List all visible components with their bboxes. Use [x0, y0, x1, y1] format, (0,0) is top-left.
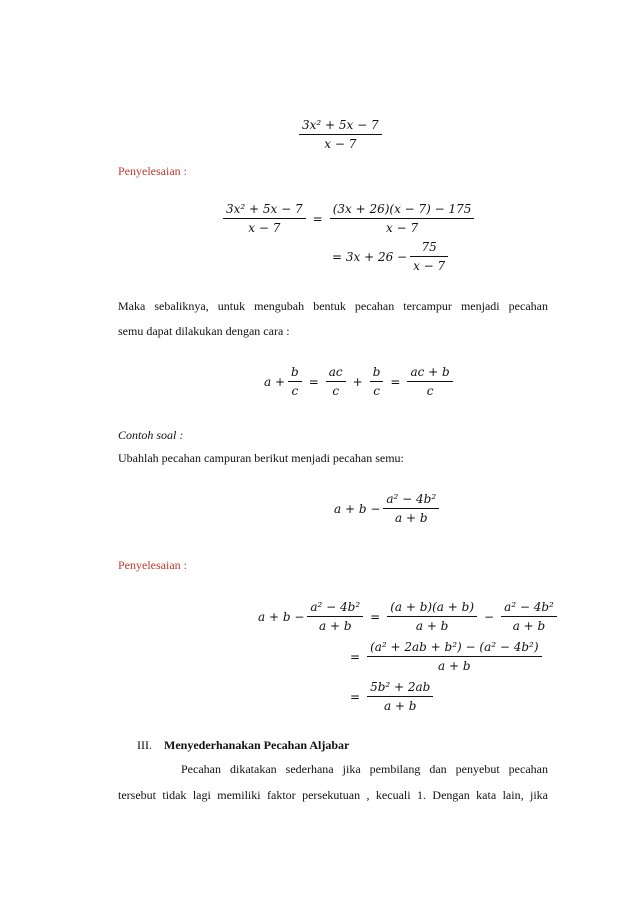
numerator: 3x² + 5x − 7	[302, 118, 379, 132]
fraction	[367, 680, 433, 713]
example-equation	[334, 492, 442, 525]
contoh-soal-label: Contoh soal :	[118, 428, 184, 442]
fraction	[330, 202, 475, 235]
numerator: a² − 4b²	[386, 492, 437, 506]
paragraph-1-line-2: semu dapat dilakukan dengan cara :	[118, 324, 290, 338]
numerator: b	[291, 365, 299, 379]
numerator: (a + b)(a + b)	[390, 600, 474, 614]
numerator: (a² + 2ab + b²) − (a² − 4b²)	[370, 640, 539, 654]
paragraph-2-line-1: Pecahan dikatakan sederhana jika pembilang dan penyebut pecahan	[181, 762, 548, 776]
numerator: (3x + 26)(x − 7) − 175	[332, 202, 472, 216]
fraction	[326, 365, 346, 398]
denominator: a + b	[307, 616, 363, 633]
equals-sign: =	[312, 211, 323, 226]
denominator: a + b	[367, 656, 541, 673]
equals-sign: =	[350, 689, 361, 704]
solution-1-line-2	[332, 240, 451, 273]
fraction	[370, 365, 384, 398]
penyelesaian-label-2: Penyelesaian :	[118, 558, 187, 572]
fraction	[407, 365, 452, 398]
solution-1-line-1	[220, 202, 477, 235]
denominator: c	[288, 381, 302, 398]
section-number: III.	[137, 738, 152, 752]
minus-sign: −	[484, 609, 495, 624]
equation-top	[296, 118, 385, 151]
solution-2-line-1	[258, 600, 560, 633]
solution-2-line-2	[346, 640, 545, 673]
denominator: x − 7	[330, 218, 475, 235]
penyelesaian-label-1: Penyelesaian :	[118, 164, 187, 178]
numerator: b	[372, 365, 381, 379]
fraction	[288, 365, 302, 398]
numerator: a² − 4b²	[504, 600, 554, 614]
denominator: x − 7	[410, 256, 448, 273]
denominator: a + b	[367, 696, 433, 713]
numerator: ac	[328, 365, 343, 379]
fraction	[387, 600, 477, 633]
denominator: c	[370, 381, 384, 398]
fraction	[223, 202, 306, 235]
equals-sign: =	[370, 609, 381, 624]
denominator: x − 7	[223, 218, 306, 235]
solution-2-line-3	[346, 680, 436, 713]
numerator: ac + b	[410, 365, 450, 379]
denominator: x − 7	[299, 134, 382, 151]
expression-prefix: = 3x + 26 −	[332, 249, 408, 264]
equals-sign: =	[390, 374, 401, 389]
numerator: 3x² + 5x − 7	[226, 202, 303, 216]
equals-sign: =	[350, 649, 361, 664]
expression-prefix: a + b −	[334, 501, 381, 516]
denominator: a + b	[501, 616, 557, 633]
numerator: 75	[421, 240, 437, 254]
denominator: a + b	[383, 508, 439, 525]
fraction	[299, 118, 382, 151]
fraction	[307, 600, 363, 633]
denominator: a + b	[387, 616, 477, 633]
numerator: a² − 4b²	[310, 600, 361, 614]
exercise-instruction: Ubahlah pecahan campuran berikut menjadi pecahan semu:	[118, 451, 404, 465]
fraction	[501, 600, 557, 633]
conversion-formula	[264, 365, 456, 398]
formula-term-a: a +	[264, 374, 286, 389]
denominator: c	[407, 381, 452, 398]
section-title: Menyederhanakan Pecahan Aljabar	[164, 738, 350, 752]
expression-prefix: a + b −	[258, 609, 305, 624]
fraction	[410, 240, 448, 273]
paragraph-1-line-1: Maka sebaliknya, untuk mengubah bentuk pecahan tercampur menjadi pecahan	[118, 299, 548, 313]
paragraph-2-line-2: tersebut tidak lagi memiliki faktor persekutuan , kecuali 1. Dengan kata lain, jika	[118, 788, 548, 802]
equals-sign: =	[308, 374, 319, 389]
fraction	[367, 640, 541, 673]
denominator: c	[326, 381, 346, 398]
fraction	[383, 492, 439, 525]
numerator: 5b² + 2ab	[370, 680, 431, 694]
plus-sign: +	[352, 374, 363, 389]
